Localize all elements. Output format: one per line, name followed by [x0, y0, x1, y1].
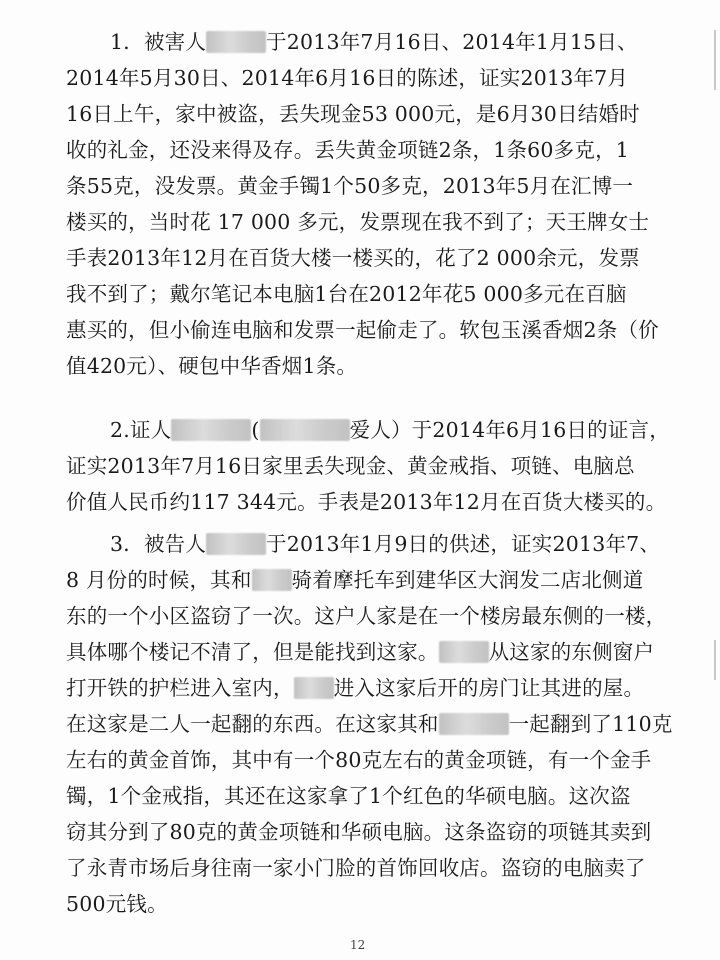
text-line [66, 566, 643, 594]
redacted-name [252, 569, 292, 591]
text-line [66, 674, 644, 702]
text-line [66, 818, 651, 846]
text-line [66, 890, 168, 918]
redacted-name [260, 419, 350, 441]
text-segment: 3．被告人 [110, 532, 207, 556]
text-segment: 打开铁的护栏进入室内， [66, 676, 294, 700]
text-segment: 2014年5月30日、2014年6月16日的陈述，证实2013年7月 [66, 66, 629, 90]
text-segment: 于2013年1月9日的供述，证实2013年7、 [266, 532, 661, 556]
text-line [66, 316, 659, 344]
text-segment: 进入这家后开的房门让其进的屋。 [333, 676, 645, 700]
text-segment: 我不到了；戴尔笔记本电脑1台在2012年花5 000多元在百脑 [66, 282, 627, 306]
redacted-name [439, 713, 509, 735]
text-segment: 一起翻到了110克 [508, 712, 673, 736]
scan-edge-mark [714, 30, 716, 90]
text-segment: 楼买的，当时花 17 000 多元，发票现在我不到了；天王牌女士 [66, 210, 650, 234]
text-segment: 爱人）于2014年6月16日的证言， [349, 418, 670, 442]
text-segment: 骑着摩托车到建华区大润发二店北侧道 [291, 568, 644, 592]
text-segment: 收的礼金，还没来得及存。丢失黄金项链2条，1条60多克，1 [66, 138, 630, 162]
redacted-name [439, 641, 489, 663]
text-line [66, 746, 651, 774]
text-line [66, 452, 635, 480]
text-segment: 窃其分到了80克的黄金项链和华硕电脑。这条盗窃的项链其卖到 [66, 820, 652, 844]
redacted-name [206, 31, 266, 53]
text-segment: 2.证人 [110, 418, 172, 442]
text-segment: 左右的黄金首饰，其中有一个80克左右的黄金项链，有一个金手 [66, 748, 652, 772]
text-segment: 16日上午，家中被盗，丢失现金53 000元，是6月30日结婚时 [66, 102, 640, 126]
text-segment: 东的一个小区盗窃了一次。这户人家是在一个楼房最东侧的一楼， [66, 604, 667, 628]
text-segment: ( [251, 418, 260, 442]
text-line [66, 208, 649, 236]
text-segment: 1．被害人 [110, 30, 207, 54]
text-line [66, 488, 666, 516]
text-line [66, 602, 666, 630]
text-line [66, 64, 628, 92]
text-segment: 500元钱。 [66, 892, 168, 916]
redacted-name [171, 419, 251, 441]
text-line [66, 638, 654, 666]
text-line [66, 854, 646, 882]
text-line [66, 710, 673, 738]
scan-edge-mark [714, 640, 716, 680]
page-number: 12 [350, 938, 366, 952]
text-line [110, 28, 638, 56]
text-line [66, 244, 640, 272]
text-segment: 镯，1个金戒指，其还在这家拿了1个红色的华硕电脑。这次盗 [66, 784, 631, 808]
text-line [66, 136, 629, 164]
text-line [66, 172, 633, 200]
redacted-name [294, 677, 334, 699]
text-segment: 价值人民币约117 344元。手表是2013年12月在百货大楼买的。 [66, 490, 667, 514]
text-segment: 惠买的，但小偷连电脑和发票一起偷走了。软包玉溪香烟2条（价 [66, 318, 659, 342]
text-segment: 值420元）、硬包中华香烟1条。 [66, 354, 358, 378]
redacted-name [206, 533, 266, 555]
text-segment: 条55克，没发票。黄金手镯1个50多克，2013年5月在汇博一 [66, 174, 634, 198]
text-line [66, 100, 640, 128]
text-segment: 于2013年7月16日、2014年1月15日、 [266, 30, 638, 54]
text-line [66, 280, 627, 308]
text-line [110, 416, 670, 444]
text-segment: 具体哪个楼记不清了，但是能找到这家。 [66, 640, 439, 664]
text-line [110, 530, 660, 558]
text-segment: 证实2013年7月16日家里丢失现金、黄金戒指、项链、电脑总 [66, 454, 635, 478]
text-line [66, 782, 631, 810]
text-segment: 8 月份的时候，其和 [66, 568, 252, 592]
text-segment: 在这家是二人一起翻的东西。在这家其和 [66, 712, 439, 736]
text-segment: 从这家的东侧窗户 [488, 640, 655, 664]
text-segment: 手表2013年12月在百货大楼一楼买的，花了2 000余元，发票 [66, 246, 640, 270]
text-segment: 了永青市场后身往南一家小门脸的首饰回收店。盗窃的电脑卖了 [66, 856, 646, 880]
text-line [66, 352, 357, 380]
